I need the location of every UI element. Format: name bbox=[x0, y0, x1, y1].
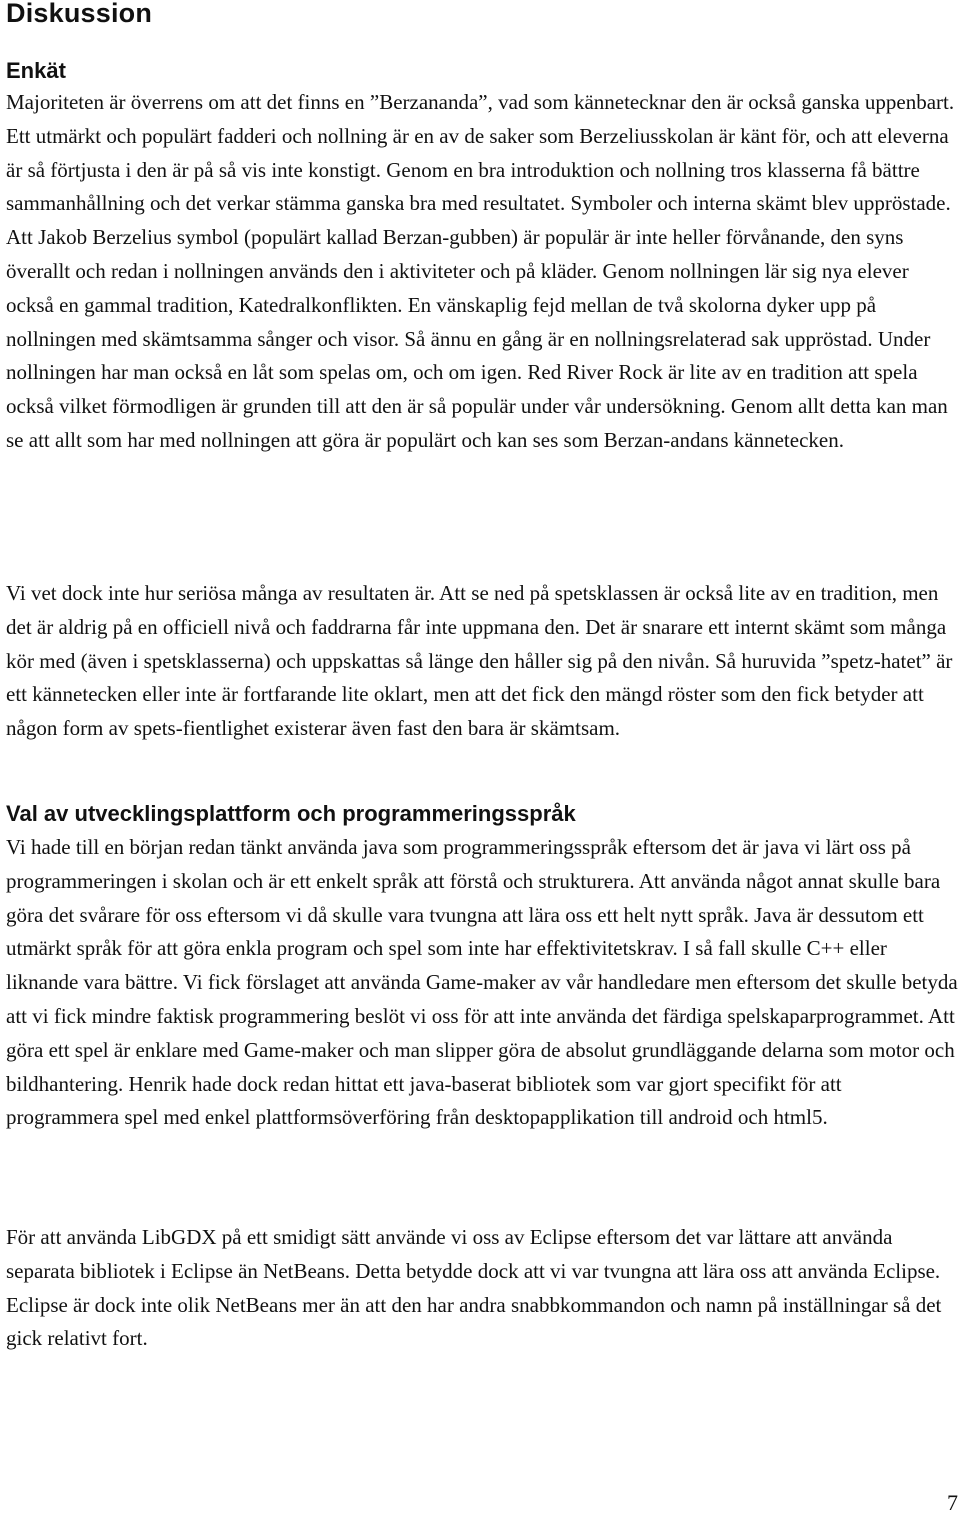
page-title: Diskussion bbox=[6, 0, 153, 28]
section-heading-enkat: Enkät bbox=[6, 58, 66, 83]
section-heading-val-av-plattform: Val av utvecklingsplattform och programmeringsspråk bbox=[6, 801, 576, 826]
paragraph-enkat-1: Majoriteten är överrens om att det finns en ”Berzananda”, vad som kännetecknar den är också ganska uppenbart. Ett utmärkt och populärt fadderi och nollning är en av de saker som Berzeliusskolan är känt för, och att eleverna är så förtjusta i den är på så vis inte konstigt. Genom en bra introduktion och nollning tros klasserna få bättre sammanhållning och det verkar stämma ganska bra med resultatet. Symboler och interna skämt blev uppröstade. Att Jakob Berzelius symbol (populärt kallad Berzan-gubben) är populär är inte heller förvånande, den syns överallt och redan i nollningen används den i aktiviteter och på kläder. Genom nollningen lär sig nya elever också en gammal tradition, Katedralkonflikten. En vänskaplig fejd mellan de två skolorna dyker upp på nollningen med skämtsamma sånger och visor. Så ännu en gång är en nollningsrelaterad sak uppröstad. Under nollningen har man också en låt som spelas om, och om igen. Red River Rock är lite av en tradition att spela också vilket förmodligen är grunden till att den är så populär under vår undersökning. Genom allt detta kan man se att allt som har med nollningen att göra är populärt och kan ses som Berzan-andans kännetecken. bbox=[6, 90, 955, 452]
paragraph-plattform-2: För att använda LibGDX på ett smidigt sätt använde vi oss av Eclipse eftersom det var lättare att använda separata bibliotek i Eclipse än NetBeans. Detta betydde dock att vi var tvungna att lära oss att använda Eclipse. Eclipse är dock inte olik NetBeans mer än att den har andra snabbkommandon och namn på inställningar så det gick relativt fort. bbox=[6, 1225, 942, 1351]
paragraph-plattform-1: Vi hade till en början redan tänkt använda java som programmeringsspråk eftersom det är java vi lärt oss på programmeringen i skolan och är ett enkelt språk att förstå och strukturera. Att använda något annat skulle bara göra det svårare för oss eftersom vi då skulle vara tvungna att lära oss ett helt nytt språk. Java är dessutom ett utmärkt språk för att göra enkla program och spel som inte har effektivitetskrav. I så fall skulle C++ eller liknande vara bättre. Vi fick förslaget att använda Game-maker av vår handledare men eftersom det skulle betyda att vi fick mindre faktisk programmering beslöt vi oss för att inte använda det färdiga spelskaparprogrammet. Att göra ett spel är enklare med Game-maker och man slipper göra de absolut grundläggande delarna som motor och bildhantering. Henrik hade dock redan hittat ett java-baserat bibliotek som var gjort specifikt för att programmera spel med enkel plattformsöverföring från desktopapplikation till android och html5. bbox=[6, 835, 958, 1130]
paragraph-enkat-2: Vi vet dock inte hur seriösa många av resultaten är. Att se ned på spetsklassen är också lite av en tradition, men det är aldrig på en officiell nivå och faddrarna får inte uppmana den. Det är snarare ett internt skämt som många kör med (även i spetsklasserna) och uppskattas så länge den håller sig på den nivån. Så huruvida ”spetz-hatet” är ett kännetecken eller inte är fortfarande lite oklart, men att det fick den mängd röster som den fick betyder att någon form av spets-fientlighet existerar även fast den bara är skämtsam. bbox=[6, 581, 953, 741]
page-number: 7 bbox=[947, 1490, 958, 1515]
